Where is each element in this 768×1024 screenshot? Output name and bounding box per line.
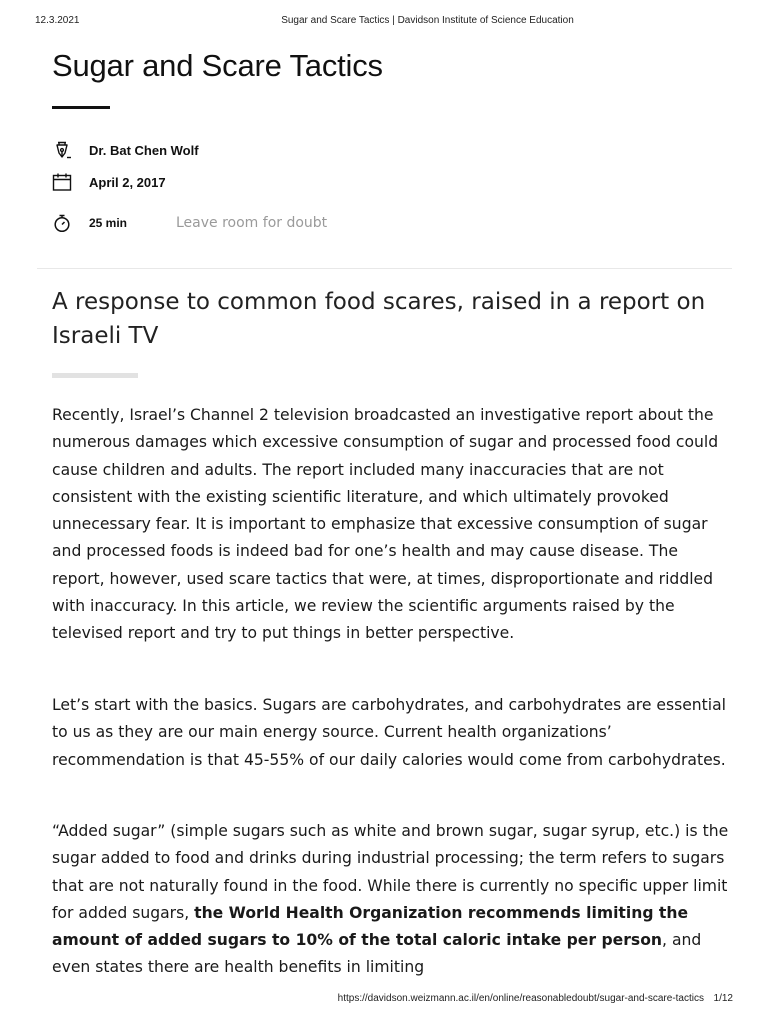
print-footer	[0, 993, 768, 1007]
page-number: 1/12	[713, 993, 733, 1004]
print-header	[0, 15, 768, 29]
title-underline	[52, 106, 110, 109]
pen-nib-icon	[52, 140, 72, 160]
article-paragraph	[52, 692, 732, 774]
print-url: https://davidson.weizmann.ac.il/en/online/reasonabledoubt/sugar-and-scare-tactics	[337, 993, 704, 1004]
stopwatch-icon	[52, 213, 72, 233]
author-name[interactable]: Dr. Bat Chen Wolf	[89, 142, 199, 158]
article-paragraph	[52, 402, 732, 648]
article-paragraph	[52, 818, 732, 982]
read-time: 25 min	[89, 216, 128, 230]
article-subtitle: A response to common food scares, raised in a report on Israeli TV	[52, 289, 706, 349]
read-time-row	[52, 212, 128, 234]
category-link[interactable]: Leave room for doubt	[176, 215, 328, 231]
paragraph-text-start: “Added sugar” (simple sugars such as white and brown sugar, sugar syrup, etc.) is the sugar added to food and drinks during industrial processing; the term refers to sugars that are not naturally found in the food. While there is currently no specific upper limit for added sugars,	[52, 822, 729, 922]
paragraph-text: Let’s start with the basics. Sugars are carbohydrates, and carbohydrates are essential to us as they are our main energy source. Current health organizations’ recommendation is that 45-55% of our daily calories would come from carbohydrates.	[52, 696, 727, 769]
calendar-icon	[52, 172, 72, 192]
paragraph-emphasis: the World Health Organization recommends limiting the amount of added sugars to 10% of the total caloric intake per person	[52, 903, 689, 950]
header-divider	[37, 268, 732, 269]
print-date: 12.3.2021	[35, 15, 80, 26]
paragraph-text-end: , and even states there are health benefits in limiting	[52, 931, 702, 977]
subtitle-underline	[52, 373, 138, 378]
paragraph-text: Recently, Israel’s Channel 2 television broadcasted an investigative report about the numerous damages which excessive consumption of sugar and processed food could cause children and adults. The report included many inaccuracies that are not consistent with the existing scientific literature, and which ultimately provoked unnecessary fear. It is important to emphasize that excessive consumption of sugar and processed foods is indeed bad for one’s health and may cause disease. The report, however, used scare tactics that were, at times, disproportionate and riddled with inaccuracy. In this article, we review the scientific arguments raised by the televised report and try to put things in better perspective.	[52, 406, 719, 643]
publish-date: April 2, 2017	[89, 174, 166, 190]
print-page-title: Sugar and Scare Tactics | Davidson Institute of Science Education	[281, 15, 574, 26]
paragraph-text	[52, 818, 732, 982]
article-title: Sugar and Scare Tactics	[52, 48, 383, 83]
author-row	[52, 139, 199, 161]
date-row	[52, 171, 166, 193]
